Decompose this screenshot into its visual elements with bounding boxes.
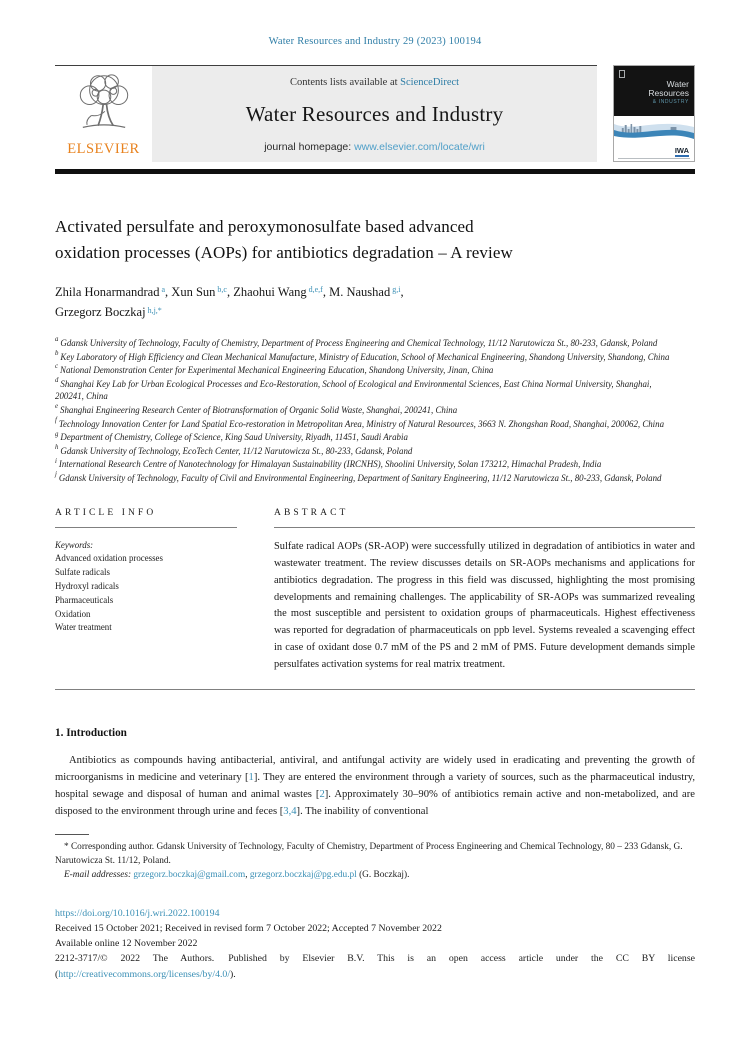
elsevier-tree-icon: [63, 69, 145, 140]
affiliation-list: [55, 336, 671, 485]
received-dates-line: Received 15 October 2021; Received in revised form 7 October 2022; Accepted 7 November 2022: [55, 923, 442, 935]
email-link-2[interactable]: grzegorz.boczkaj@pg.edu.pl: [249, 870, 357, 881]
masthead-center-panel: [152, 66, 597, 162]
elsevier-logo: [55, 66, 152, 162]
email-addresses-line: E-mail addresses: grzegorz.boczkaj@gmail.com, grzegorz.boczkaj@pg.edu.pl (G. Boczkaj).: [64, 870, 410, 881]
author-affil-sup[interactable]: a: [161, 285, 166, 295]
citation-ref[interactable]: 3,4: [283, 805, 297, 817]
article-info-abstract-section: [55, 508, 695, 691]
keyword: Advanced oxidation processes: [55, 553, 163, 564]
journal-masthead: [55, 65, 695, 162]
keywords-label: Keywords:: [55, 539, 94, 550]
author: Zhila Honarmandrad $^a$,: [55, 284, 172, 299]
contents-lists-label: Contents lists available at: [289, 77, 401, 88]
elsevier-wordmark: ELSEVIER: [67, 141, 140, 157]
author-affil-sup[interactable]: b,c: [217, 285, 227, 295]
cover-wave-art: [614, 116, 694, 144]
affiliation: $^i$ International Research Centre of Nanotechnology for Himalayan Sustainability (IRCNHS), Shoolini University, Solan 173212, Himachal Pradesh, India: [55, 457, 602, 470]
journal-homepage-link[interactable]: www.elsevier.com/locate/wri: [354, 141, 485, 153]
contents-lists-line: [158, 77, 591, 88]
abstract-column: [274, 508, 695, 675]
keyword: Pharmaceuticals: [55, 594, 114, 605]
affiliation: $^b$ Key Laboratory of High Efficiency and Clean Mechanical Manufacture, Ministry of Education, School of Mechanical Engineering, Shandong University, Shandong, China: [55, 349, 670, 362]
keyword: Water treatment: [55, 622, 112, 633]
masthead-main: [55, 65, 597, 162]
citation-ref[interactable]: 2: [319, 788, 325, 800]
citation-ref[interactable]: 1: [248, 772, 254, 784]
cover-title-line2: Resources: [648, 88, 689, 98]
journal-cover-thumbnail[interactable]: [613, 65, 695, 162]
cover-bottom-panel: [614, 144, 694, 161]
author-list: [55, 282, 695, 323]
email-link-1[interactable]: grzegorz.boczkaj@gmail.com: [133, 870, 246, 881]
author: Grzegorz Boczkaj $^{h,j,*}$: [55, 305, 162, 320]
affiliation: $^d$ Shanghai Key Lab for Urban Ecological Processes and Eco-Restoration, School of Ecological and Environmental Sciences, East China Normal University, Shanghai, 200241, China: [55, 377, 652, 402]
author: M. Naushad $^{g,i}$,: [329, 284, 404, 299]
affiliation: $^e$ Shanghai Engineering Research Center of Biotransformation of Organic Solid Waste, Shanghai, 200241, China: [55, 403, 458, 415]
affiliation: $^h$ Gdansk University of Technology, EcoTech Center, 11/12 Narutowicza St., 80-233, Gdansk, Poland: [55, 444, 413, 456]
article-title-line2: oxidation processes (AOPs) for antibiotics degradation – A review: [55, 243, 513, 263]
available-online-line: Available online 12 November 2022: [55, 938, 198, 950]
abstract-text: Sulfate radical AOPs (SR-AOP) were successfully utilized in degradation of antibiotics in water and wastewater treatment. The review discusses details on SR-AOPs mechanisms and applications for antibiotics degradation. The progress in this field was discussed, highlighting the most promising developments and remaining challenges. The applicability of SR-AOPs was summarized revealing the most susceptible and persistent to oxidation groups of pharmaceuticals. Highest effectiveness was reported for degradation of pharmaceuticals on ppb level. Systems revealed a scavenging effect in case of oxidant dose 0.7 mM of the PS and 2 mM of PMS. Future development demands simple persulfates activation systems for real matrix treatment.: [274, 540, 695, 671]
introduction-paragraph: Antibiotics as compounds having antibacterial, antiviral, and antifungal activity are widely used in eradicating and preventing the growth of microorganisms in medicine and veterinary [1]. They are entered the environment through a variety of sources, such as the pharmaceutical industry, hospital sewage and disposal of human and animal wastes [2]. Approximately 30–90% of antibiotics remain active and non-metabolized, and are disposed to the environment through urine and feces [3,4]. The inability of conventional: [55, 755, 696, 817]
keyword: Hydroxyl radicals: [55, 581, 119, 592]
cover-title-line1: Water: [666, 79, 689, 89]
author-affil-sup[interactable]: d,e,f: [308, 285, 323, 295]
abstract-heading: ABSTRACT: [274, 508, 695, 528]
cover-caption-line: [618, 158, 690, 159]
affiliation: $^a$ Gdansk University of Technology, Faculty of Chemistry, Department of Process Engineering and Chemical Technology, 11/12 Narutowicza St., 80-233, Gdansk, Poland: [55, 336, 658, 348]
journal-reference-header: Water Resources and Industry 29 (2023) 100194: [268, 36, 482, 47]
cover-top-panel: [614, 66, 694, 116]
journal-article-page: [0, 36, 750, 982]
cover-publisher-mark-icon: [619, 70, 625, 78]
article-info-heading: ARTICLE INFO: [55, 508, 237, 528]
homepage-label: journal homepage:: [264, 141, 355, 153]
corresponding-author-note: * Corresponding author. Gdansk University of Technology, Faculty of Chemistry, Department of Process Engineering and Chemical Technology, 80 – 233 Gdansk, G. Narutowicza St. 11/12, Poland.: [55, 842, 683, 867]
cover-title-line3: & INDUSTRY: [652, 99, 689, 105]
author: Zhaohui Wang $^{d,e,f}$,: [233, 284, 330, 299]
journal-homepage-line: [158, 141, 591, 153]
keyword: Oxidation: [55, 608, 91, 619]
cc-license-link[interactable]: http://creativecommons.org/licenses/by/4.0/: [58, 968, 231, 980]
footnote-divider: [55, 834, 89, 835]
affiliation: $^j$ Gdansk University of Technology, Faculty of Civil and Environmental Engineering, Department of Sanitary Engineering, 11/12 Narutowicza St., 80-233, Gdansk, Poland: [55, 471, 662, 484]
email-label: E-mail addresses:: [64, 870, 134, 881]
section-heading-introduction: 1. Introduction: [55, 727, 127, 740]
article-title: [55, 214, 695, 267]
affiliation: $^f$ Technology Innovation Center for Land Spatial Eco-restoration in Metropolitan Area, Ministry of Natural Resources, 3663 N. Zhongshan Road, Shanghai, 200062, China: [55, 416, 665, 429]
author-affil-sup[interactable]: h,j,*: [147, 305, 162, 315]
article-info-column: [55, 508, 237, 675]
author: Xun Sun $^{b,c}$,: [171, 284, 234, 299]
iwa-logo: IWA: [674, 146, 689, 155]
article-title-line1: Activated persulfate and peroxymonosulfate based advanced: [55, 217, 474, 236]
journal-title: Water Resources and Industry: [245, 102, 504, 126]
copyright-line: 2212-3717/© 2022 The Authors. Published by Elsevier B.V. This is an open access article under the CC BY license (http://creativecommons.org/licenses/by/4.0/).: [55, 953, 695, 980]
doi-link[interactable]: https://doi.org/10.1016/j.wri.2022.100194: [55, 908, 220, 920]
article-footer: [55, 903, 695, 982]
affiliation: $^g$ Department of Chemistry, College of Science, King Saud University, Riyadh, 11451, Saudi Arabia: [55, 430, 408, 443]
sciencedirect-link[interactable]: ScienceDirect: [400, 77, 460, 88]
footnote-block: [55, 834, 695, 883]
cover-title: [648, 80, 689, 105]
header-divider: [55, 169, 695, 174]
keyword: Sulfate radicals: [55, 567, 110, 578]
affiliation: $^c$ National Demonstration Center for Experimental Mechanical Engineering Education, Shandong University, Jinan, China: [55, 363, 494, 376]
author-affil-sup[interactable]: g,i: [392, 285, 401, 295]
